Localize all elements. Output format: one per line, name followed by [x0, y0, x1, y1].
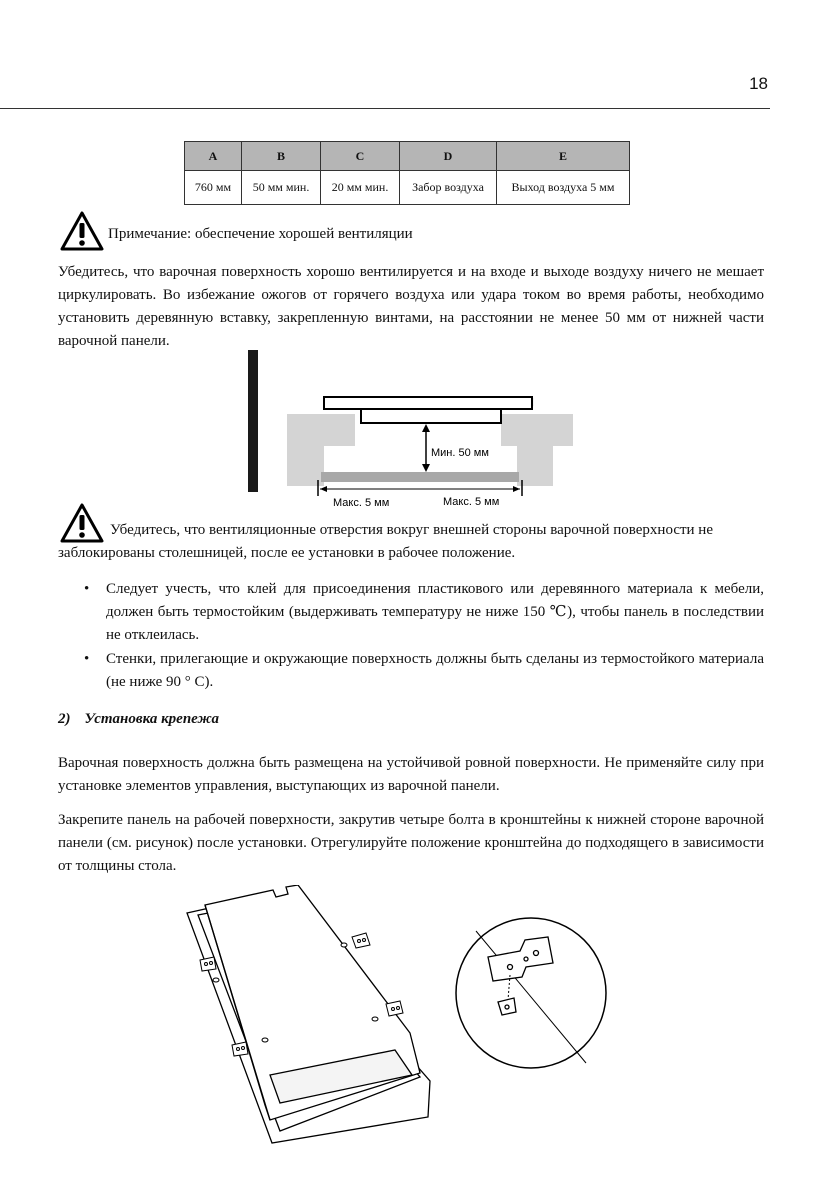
table-header-row [185, 142, 630, 171]
bracket [386, 1001, 403, 1016]
cell-a: 760 мм [185, 171, 242, 205]
bracket [232, 1042, 248, 1056]
header-rule [0, 108, 770, 109]
label-max-left: Макс. 5 мм [333, 497, 390, 509]
requirements-list [58, 578, 764, 695]
countertop-right [501, 414, 573, 446]
wooden-insert [321, 472, 519, 482]
installation-paragraph: Варочная поверхность должна быть размещена на устойчивой ровной поверхности. Не применяйте силу при установке элементов управления, выступающих из варочной панели. [58, 755, 764, 794]
bracket-diagram [180, 885, 630, 1145]
ventilation-note: Примечание: обеспечение хорошей вентиляции [108, 226, 413, 242]
list-item: • Стенки, прилегающие и окружающие поверхность должны быть сделаны из термостойкого материала (не ниже 90 ° С). [58, 648, 764, 694]
fastening-paragraph: Закрепите панель на рабочей поверхности, закрутив четыре болта в кронштейны к нижней стороне варочной панели (см. рисунок) после установки. Отрегулируйте положение кронштейна до подходящего в зависимости от толщины стола. [58, 812, 764, 874]
header-b: B [242, 142, 321, 171]
table-row [185, 171, 630, 205]
list-item: • Следует учесть, что клей для присоединения пластикового или деревянного материала к мебели, должен быть термостойким (выдерживать температуру не ниже 150 ℃), чтобы панель в последствии не отклеилась. [58, 578, 764, 647]
header-a: A [185, 142, 242, 171]
cell-c: 20 мм мин. [321, 171, 400, 205]
cell-e: Выход воздуха 5 мм [497, 171, 630, 205]
label-max-right: Макс. 5 мм [443, 496, 500, 508]
section-title: Установка крепежа [84, 711, 220, 727]
page-number: 18 [749, 74, 768, 93]
header-d: D [400, 142, 497, 171]
wall [248, 350, 258, 492]
section-number: 2) [58, 711, 71, 727]
warning-icon [60, 211, 104, 251]
ventilation-paragraph: Убедитесь, что варочная поверхность хорошо вентилируется и на входе и выходе воздуху ничего не мешает циркулировать. Во избежание ожогов от горячего воздуха или удара током во время работы, необходимо установить деревянную вставку, закрепленную винтами, на расстоянии не менее 50 мм от нижней части варочной панели. [58, 264, 764, 349]
hob-body [361, 409, 501, 423]
hob-top [324, 397, 532, 409]
countertop-left [287, 414, 355, 446]
cell-b: 50 мм мин. [242, 171, 321, 205]
header-c: C [321, 142, 400, 171]
header-e: E [497, 142, 630, 171]
vent-openings-note: Убедитесь, что вентиляционные отверстия вокруг внешней стороны варочной поверхности не заблокированы столешницей, после ее установки в рабочее положение. [58, 522, 713, 561]
section-heading [58, 711, 219, 728]
bracket [200, 957, 216, 971]
label-min-50: Мин. 50 мм [431, 447, 489, 459]
cell-d: Забор воздуха [400, 171, 497, 205]
bracket [352, 933, 370, 948]
dimensions-table [184, 141, 630, 205]
ventilation-diagram [235, 350, 585, 510]
